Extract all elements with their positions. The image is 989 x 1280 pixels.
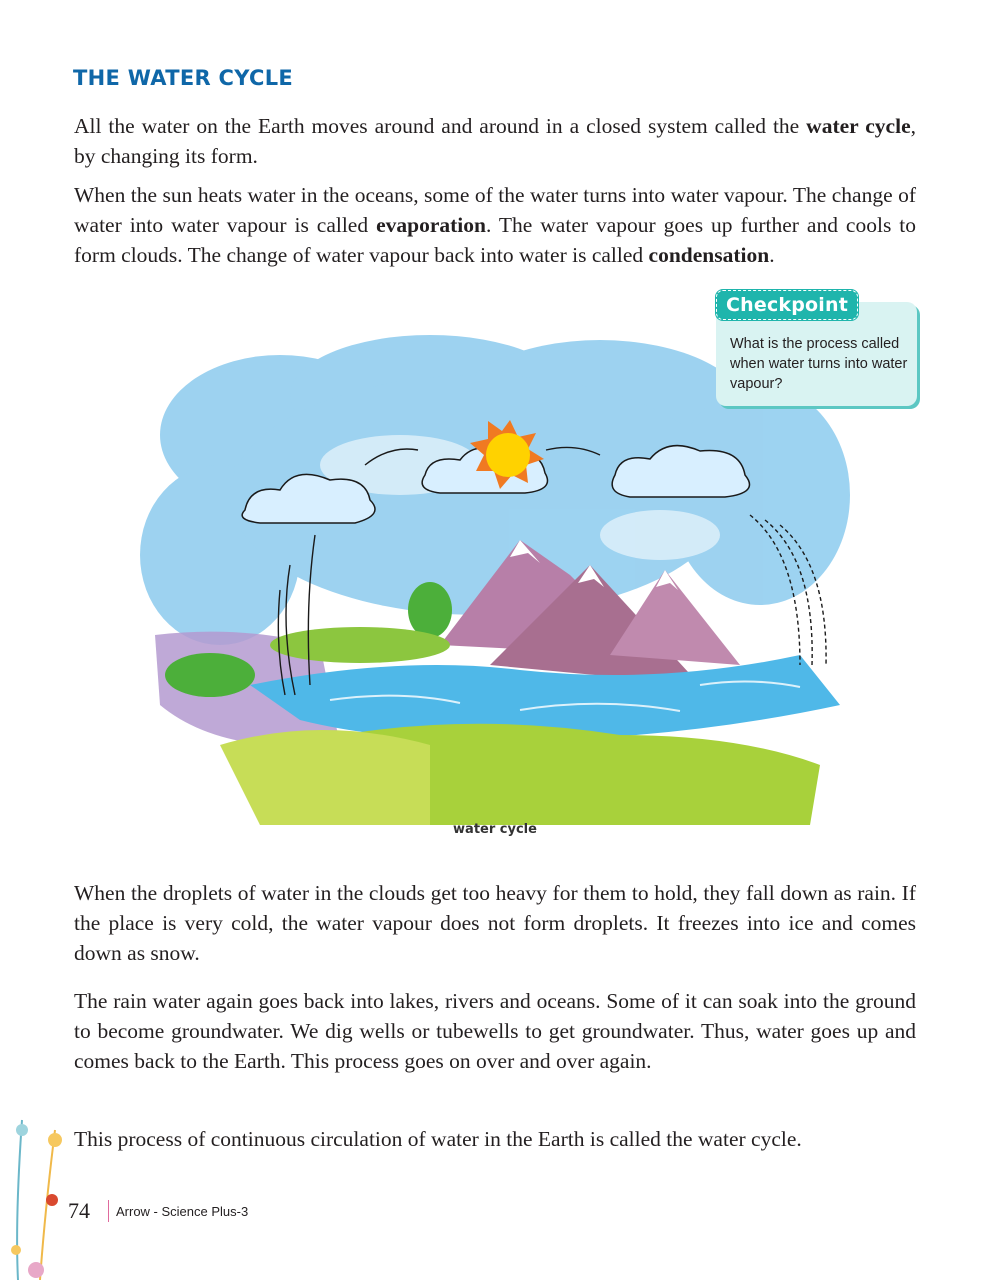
checkpoint-label: Checkpoint [716, 290, 858, 320]
paragraph-text: When the sun heats water in the oceans, some of the water turns into water vapour. The change of water into water vapour is called [74, 183, 916, 237]
book-title: Arrow - Science Plus-3 [116, 1204, 249, 1219]
bold-term-evaporation: evaporation [376, 213, 486, 237]
paragraph-text: , by changing its form. [74, 114, 916, 168]
footer-divider [108, 1200, 109, 1222]
bold-term-water-cycle: water cycle [806, 114, 911, 138]
paragraph-intro [74, 111, 916, 171]
paragraph-evaporation [74, 180, 916, 270]
paragraph-text: . [769, 243, 775, 267]
paragraph-groundwater: The rain water again goes back into lakes, rivers and oceans. Some of it can soak into the ground to become groundwater. We dig wells or tubewells to get groundwater. Thus, water goes up and comes back to the Earth. This process goes on over and over again. [74, 989, 916, 1073]
page-number: 74 [68, 1198, 90, 1223]
section-heading: THE WATER CYCLE [73, 66, 294, 90]
bold-term-condensation: condensation [648, 243, 770, 267]
paragraph-text: All the water on the Earth moves around and around in a closed system called the [74, 114, 807, 138]
flower-decoration-icon [0, 1100, 70, 1280]
checkpoint-question: What is the process called when water turns into water vapour? [730, 336, 908, 392]
figure-caption: water cycle [453, 822, 537, 837]
checkpoint-box [716, 292, 919, 408]
paragraph-text: . The water vapour goes up further and cools to form clouds. The change of water vapour back into water is called [74, 213, 916, 267]
paragraph-rain: When the droplets of water in the clouds get too heavy for them to hold, they fall down as rain. If the place is very cold, the water vapour does not form droplets. It freezes into ice and comes down as snow. [74, 881, 916, 965]
paragraph-summary: This process of continuous circulation of water in the Earth is called the water cycle. [74, 1127, 802, 1151]
